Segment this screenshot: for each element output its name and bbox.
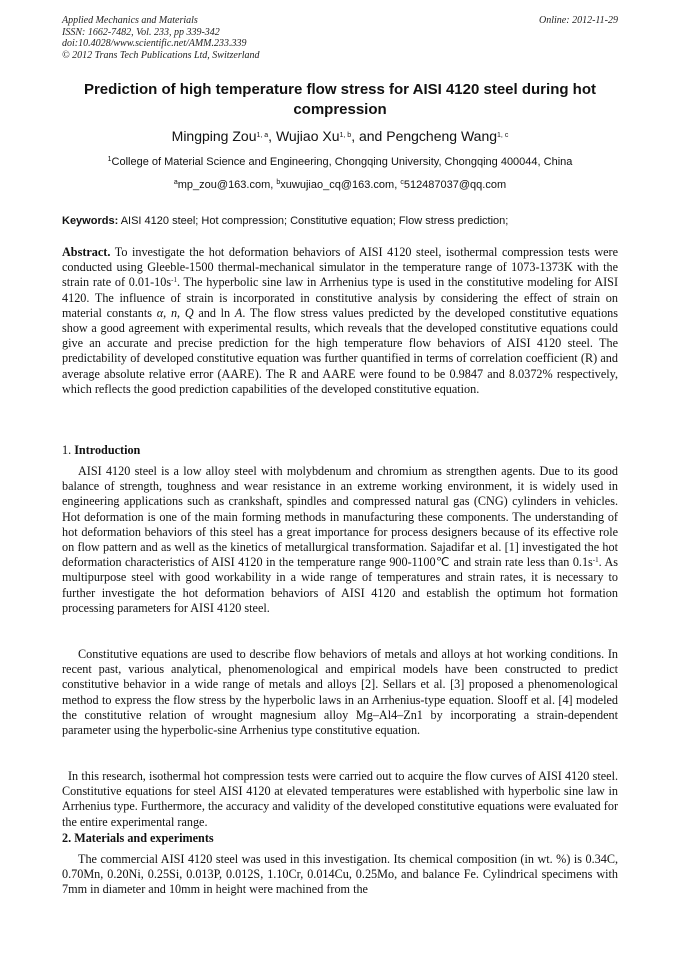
affiliation [58,155,622,169]
abstract-text: . The hyperbolic sine law in Arrhenius type is used in the constitutive modeling for AISI 4120. The influence of strain is incorporated in constitutive analysis by considering the effect of strain on material constants [62,275,619,320]
symbol-q: Q [184,305,194,320]
author-affil-sup: 1, b [339,132,352,139]
author-affil-sup: 1, a [256,132,269,139]
email-sup: b [276,179,281,186]
intro-paragraph-1 [62,464,618,616]
section-title: 2. Materials and experiments [62,831,214,845]
separator: and ln [193,305,235,320]
email-list: $^a$mp_zou@163.com, $^b$xuwujiao_cq@163.com, $^c$512487037@qq.com [173,179,507,191]
symbol-n: n [170,305,178,320]
paragraph-text: . As multipurpose steel with good workability in a wide range of temperatures and strain rates, it is necessary to further investigate the hot deformation behaviors of AISI 4120 and establish the optimum hot formation processing parameters for AISI 4120 steel. [62,555,618,615]
paragraph-text: The commercial AISI 4120 steel was used in this investigation. Its chemical composition (in wt. %) is 0.34C, 0.70Mn, 0.20Ni, 0.25Si, 0.013P, 0.012S, 1.10Cr, 0.014Cu, 0.25Mo, and balance Fe. Cylindrical specimens with 7mm in diameter and 10mm in height were machined from the [62,852,618,897]
paragraph-text: Constitutive equations are used to describe flow behaviors of metals and alloys at hot working conditions. In recent past, various analytical, phenomenological and empirical models have been constructed to predict constitutive behavior in a wide range of metals and alloys [2]. Sellars et al. [3] proposed a phenomenological method to express the flow stress by the hyperbolic laws in an Arrhenius-type equation. Slooff et al. [4] modeled the constitutive relation of wrought magnesium alloy Mg–Al4–Zn1 by incorporating a strain-dependent parameter using the hyperbolic-sine Arrhenius type constitutive equation. [62,647,618,738]
author-name: Mingping Zou [171,128,257,144]
symbol-alpha: α [156,305,164,320]
journal-header [62,15,618,61]
author-name: Pengcheng Wang [386,128,498,144]
paper-title: Prediction of high temperature flow stress for AISI 4120 steel during hot compression [83,81,597,118]
section-heading-introduction [62,443,618,458]
issn-line: ISSN: 1662-7482, Vol. 233, pp 339-342 [62,26,220,38]
abstract [62,245,618,397]
copyright-line: © 2012 Trans Tech Publications Ltd, Switzerland [62,49,260,61]
section-title: Introduction [74,443,141,457]
keywords-label: Keywords: [62,215,119,227]
keywords-text: AISI 4120 steel; Hot compression; Constitutive equation; Flow stress prediction; [120,215,509,227]
abstract-label: Abstract. [62,245,111,259]
author-list: Mingping Zou$^{1, a}$, Wujiao Xu$^{1, b}$, and Pengcheng Wang$^{1, c}$ [171,128,509,144]
affiliation-text: College of Material Science and Engineering, Chongqing University, Chongqing 400044, China [111,156,573,168]
keywords [62,214,618,228]
email-address[interactable]: 512487037@qq.com [403,179,507,191]
intro-paragraph-2 [62,647,618,738]
section-heading-materials [62,831,618,846]
author-connector: , and [351,128,387,144]
author-affil-sup: 1, c [497,132,509,139]
paragraph-text: In this research, isothermal hot compression tests were carried out to acquire the flow curves of AISI 4120 steel. Constitutive equations for steel AISI 4120 at elevated temperatures were established with hyperbolic sine law in Arrhenius type. Furthermore, the accuracy and validity of the developed constitutive equations were evaluated for the entire experimental range. [62,769,618,829]
doi-line: doi:10.4028/www.scientific.net/AMM.233.339 [62,38,247,49]
superscript: -1 [171,276,177,285]
abstract-text: . The flow stress values predicted by the developed constitutive equations show a good agreement with experimental results, which reveals that the developed constitutive equations could give an accurate and precise prediction for the high temperature flow behaviors of AISI 4120 steel. The predictability of developed constitutive equation was further quantified in terms of correlation coefficient (R) and average absolute relative error (AARE). The R and AARE were found to be 0.9847 and 8.0372% respectively, which reflects the good prediction capabilities of the developed constitutive equation. [62,305,619,396]
abstract-text: To investigate the hot deformation behaviors of AISI 4120 steel, isothermal compression tests were conducted using Gleeble-1500 thermal-mechanical simulator in the temperature range of 1073-1373K with the strain rate of 0.01-10s [62,245,619,290]
author-name: Wujiao Xu [275,128,340,144]
materials-paragraph-1 [62,852,618,898]
superscript: -1 [592,556,599,565]
paragraph-text: AISI 4120 steel is a low alloy steel with molybdenum and chromium as strengthen agents. Due to its good balance of strength, toughness and wear resistance in an extreme working environment, it is widely used in engineering applications such as crankshaft, spindles and compressed natural gas (CNG) cylinders in vehicles. Hot deformation is one of the main forming methods in manufacturing these components. The understanding of hot deformation behaviors of this steel has a great importance for process designers because of its effective role on flow pattern and as well as the kinetics of metallurgical transformation. Sajadifar et al. [1] investigated the hot deformation characteristics of AISI 4120 in the temperature range 900-1100℃ and strain rate less than 0.1s [62,464,618,570]
separator: , [177,305,185,320]
email-address[interactable]: xuwujiao_cq@163.com [280,179,395,191]
separator: , [163,305,171,320]
online-date: Online: 2012-11-29 [539,15,618,26]
journal-name: Applied Mechanics and Materials [62,15,198,26]
email-sup: c [400,179,404,186]
symbol-a: A [234,305,243,320]
affiliation-sup: 1 [107,156,112,163]
intro-paragraph-3 [62,769,618,830]
section-number: 1. [62,443,75,457]
email-sup: a [173,179,178,186]
email-address[interactable]: mp_zou@163.com [177,179,271,191]
